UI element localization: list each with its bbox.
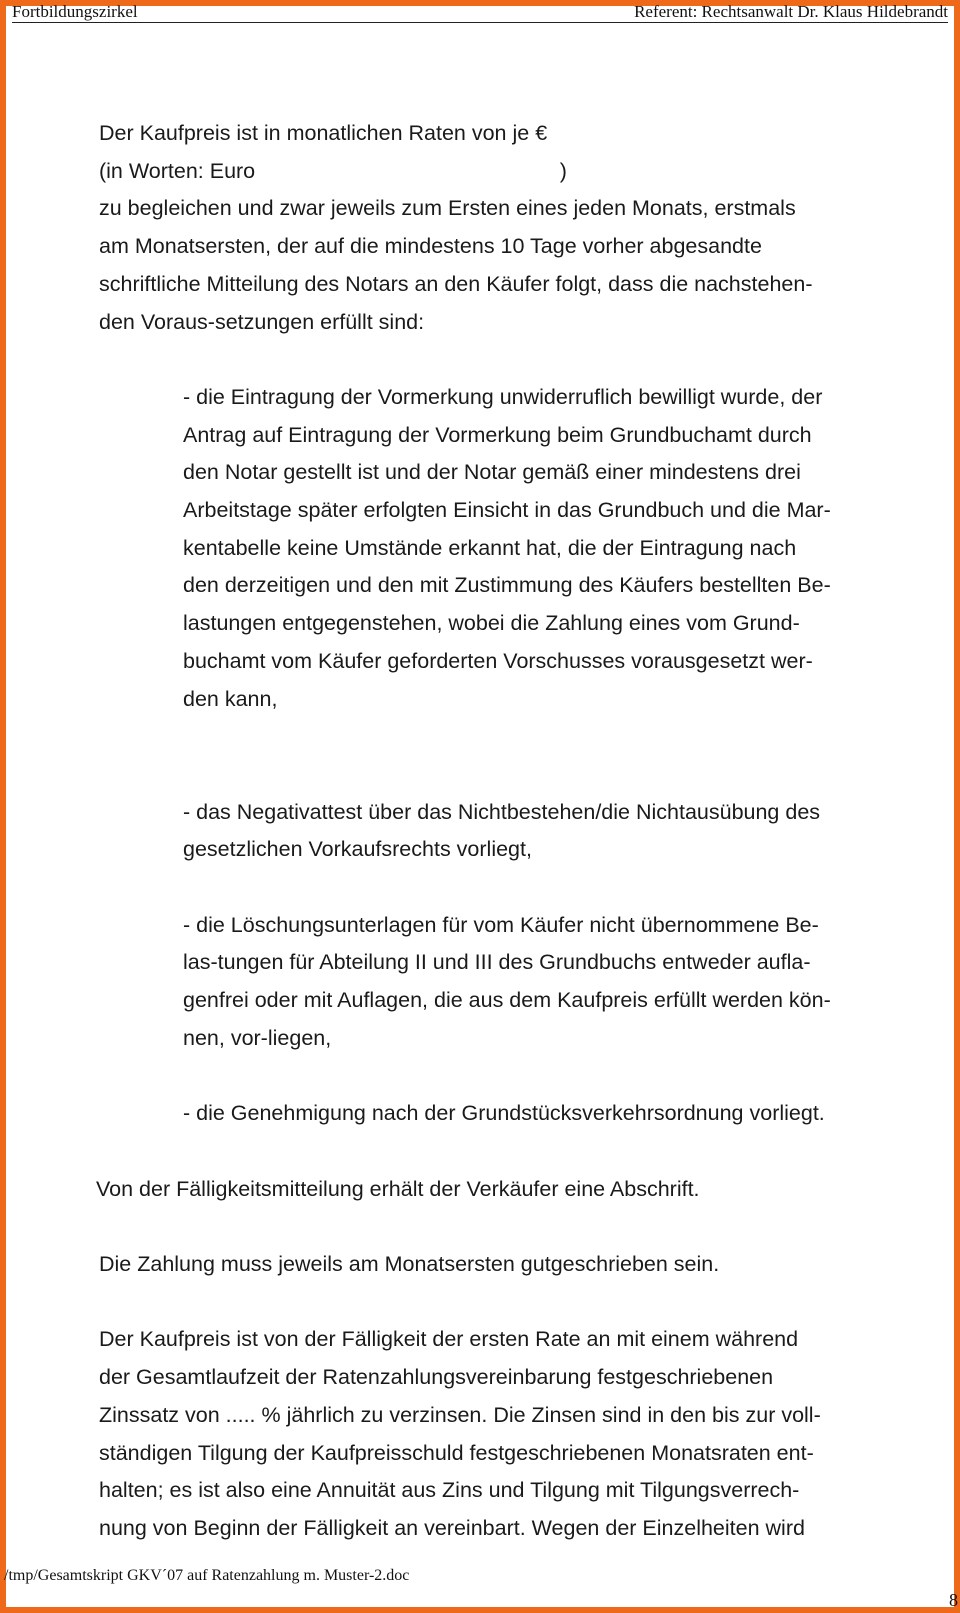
text-line: den kann, — [183, 686, 278, 711]
text-line: Der Kaufpreis ist von der Fälligkeit der ersten Rate an mit einem während — [99, 1327, 799, 1352]
text-line: den Voraus-setzungen erfüllt sind: — [99, 309, 425, 334]
paragraph-payment-terms — [99, 115, 939, 341]
text-line: - das Negativattest über das Nichtbestehen/die Nichtausübung des — [183, 799, 821, 824]
condition-loeschungsunterlagen — [183, 907, 939, 1058]
text-line: Antrag auf Eintragung der Vormerkung beim Grundbuchamt durch — [183, 422, 812, 447]
text-line: buchamt vom Käufer geforderten Vorschusses vorausgesetzt wer- — [183, 648, 813, 673]
text-line: der Gesamtlaufzeit der Ratenzahlungsvereinbarung festgeschriebenen — [99, 1365, 774, 1390]
text-line: den Notar gestellt ist und der Notar gemäß einer mindestens drei — [183, 460, 801, 485]
text-line: kentabelle keine Umstände erkannt hat, die der Eintragung nach — [183, 535, 797, 560]
text-line: Die Zahlung muss jeweils am Monatsersten gutgeschrieben sein. — [99, 1252, 720, 1276]
text-line: zu begleichen und zwar jeweils zum Ersten eines jeden Monats, erstmals — [99, 196, 796, 221]
header-left: Fortbildungszirkel — [12, 2, 138, 21]
text-line: genfrei oder mit Auflagen, die aus dem Kaufpreis erfüllt werden kön- — [183, 988, 831, 1013]
text-line: Von der Fälligkeitsmitteilung erhält der Verkäufer eine Abschrift. — [96, 1176, 700, 1201]
page-header — [12, 2, 948, 24]
header-divider — [12, 22, 948, 23]
document-body — [96, 115, 939, 1548]
page-number: 8 — [949, 1590, 958, 1610]
condition-vormerkung — [183, 379, 939, 718]
text-line: ständigen Tilgung der Kaufpreisschuld festgeschriebenen Monatsraten ent- — [99, 1440, 814, 1465]
text-line: schriftliche Mitteilung des Notars an den Käufer folgt, dass die nachstehen- — [99, 271, 813, 296]
paragraph-abschrift — [96, 1171, 939, 1209]
text-line: am Monatsersten, der auf die mindestens 10 Tage vorher abgesandte — [99, 234, 762, 259]
text-line: - die Eintragung der Vormerkung unwiderruflich bewilligt wurde, der — [183, 384, 823, 409]
paragraph-zahlung — [99, 1246, 939, 1284]
text-line: Der Kaufpreis ist in monatlichen Raten von je € — [99, 121, 548, 145]
paragraph-verzinsung — [99, 1321, 939, 1547]
condition-negativattest — [183, 794, 939, 869]
text-line: (in Worten: Euro ) — [99, 158, 567, 183]
text-line: Zinssatz von ..... % jährlich zu verzinsen. Die Zinsen sind in den bis zur voll- — [99, 1402, 821, 1427]
text-line: Arbeitstage später erfolgten Einsicht in das Grundbuch und die Mar- — [183, 498, 831, 523]
condition-genehmigung — [183, 1095, 939, 1133]
text-line: lastungen entgegenstehen, wobei die Zahlung eines vom Grund- — [183, 611, 800, 636]
text-line: halten; es ist also eine Annuität aus Zins und Tilgung mit Tilgungsverrech- — [99, 1478, 800, 1503]
header-right: Referent: Rechtsanwalt Dr. Klaus Hildebrandt — [634, 2, 948, 21]
text-line: - die Löschungsunterlagen für vom Käufer nicht übernommene Be- — [183, 912, 819, 937]
text-line: nen, vor-liegen, — [183, 1025, 332, 1050]
text-line: gesetzlichen Vorkaufsrechts vorliegt, — [183, 837, 532, 862]
footer-file-path: /tmp/Gesamtskript GKV´07 auf Ratenzahlung m. Muster-2.doc — [4, 1567, 410, 1584]
text-line: - die Genehmigung nach der Grundstücksverkehrsordnung vorliegt. — [183, 1101, 825, 1126]
text-line: den derzeitigen und den mit Zustimmung des Käufers bestellten Be- — [183, 573, 831, 598]
text-line: nung von Beginn der Fälligkeit an vereinbart. Wegen der Einzelheiten wird — [99, 1515, 805, 1540]
text-line: las-tungen für Abteilung II und III des Grundbuchs entweder aufla- — [183, 950, 811, 975]
